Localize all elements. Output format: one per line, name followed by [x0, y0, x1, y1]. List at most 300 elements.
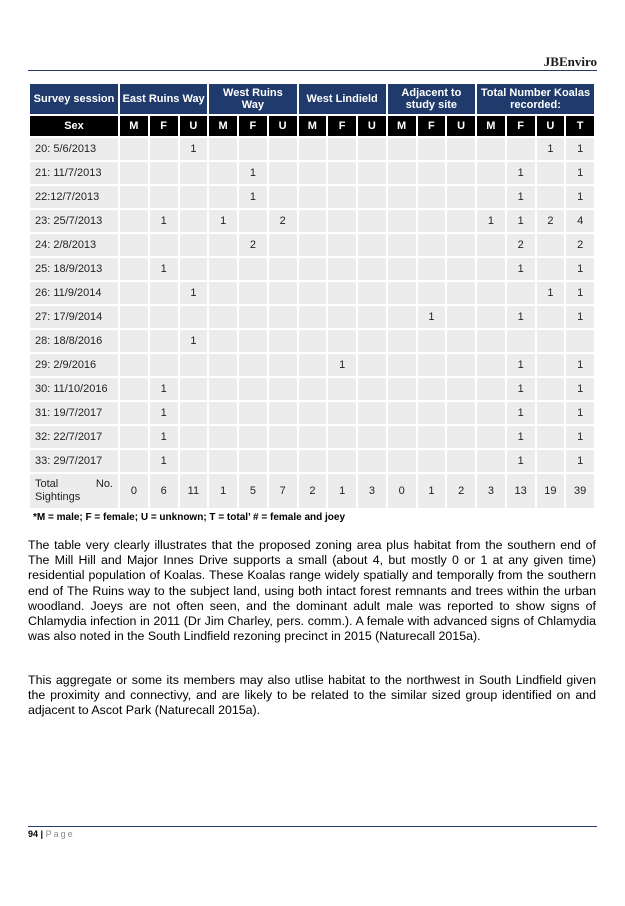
total-value-cell: 0: [120, 474, 148, 508]
session-label-cell: 30: 11/10/2016: [30, 378, 118, 400]
count-cell: [447, 330, 475, 352]
count-cell: [477, 282, 505, 304]
count-cell: [388, 282, 416, 304]
count-cell: 1: [566, 426, 594, 448]
count-cell: [328, 450, 356, 472]
count-cell: [269, 330, 297, 352]
count-cell: [388, 306, 416, 328]
total-value-cell: 2: [447, 474, 475, 508]
count-cell: [328, 234, 356, 256]
count-cell: 2: [507, 234, 535, 256]
total-value-cell: 11: [180, 474, 208, 508]
count-cell: [477, 330, 505, 352]
footer-rule: [28, 826, 597, 827]
count-cell: [328, 258, 356, 280]
count-cell: [209, 234, 237, 256]
count-cell: [537, 186, 565, 208]
count-cell: [358, 450, 386, 472]
count-cell: [299, 138, 327, 160]
count-cell: [328, 210, 356, 232]
count-cell: [180, 450, 208, 472]
count-cell: [328, 402, 356, 424]
count-cell: [269, 162, 297, 184]
count-cell: 1: [150, 426, 178, 448]
sex-column-header: M: [209, 116, 237, 136]
count-cell: [418, 354, 446, 376]
count-cell: [328, 138, 356, 160]
sex-column-header: F: [239, 116, 267, 136]
count-cell: [120, 210, 148, 232]
count-cell: [299, 258, 327, 280]
header-total-koalas: Total Number Koalas recorded:: [477, 84, 594, 114]
count-cell: 1: [537, 282, 565, 304]
count-cell: [269, 186, 297, 208]
table-row: [30, 402, 594, 424]
count-cell: [180, 186, 208, 208]
count-cell: [150, 354, 178, 376]
count-cell: [447, 306, 475, 328]
count-cell: [269, 282, 297, 304]
count-cell: [447, 426, 475, 448]
count-cell: [299, 282, 327, 304]
header-west-ruins-way: West Ruins Way: [209, 84, 296, 114]
count-cell: [358, 186, 386, 208]
table-row: [30, 282, 594, 304]
count-cell: [299, 450, 327, 472]
count-cell: [150, 186, 178, 208]
count-cell: 2: [537, 210, 565, 232]
count-cell: [209, 402, 237, 424]
count-cell: [269, 378, 297, 400]
table-row: [30, 450, 594, 472]
count-cell: [537, 450, 565, 472]
count-cell: [269, 354, 297, 376]
count-cell: [418, 402, 446, 424]
count-cell: [180, 354, 208, 376]
count-cell: [358, 306, 386, 328]
count-cell: [418, 330, 446, 352]
header-adjacent-study-site: Adjacent to study site: [388, 84, 475, 114]
sex-column-header: U: [358, 116, 386, 136]
count-cell: [477, 426, 505, 448]
count-cell: [447, 162, 475, 184]
count-cell: 1: [507, 186, 535, 208]
sex-column-header: F: [328, 116, 356, 136]
group-header-row: [30, 84, 594, 114]
count-cell: [358, 138, 386, 160]
count-cell: [537, 306, 565, 328]
count-cell: [239, 306, 267, 328]
count-cell: [477, 162, 505, 184]
count-cell: [358, 426, 386, 448]
count-cell: [180, 306, 208, 328]
session-label-cell: 25: 18/9/2013: [30, 258, 118, 280]
count-cell: [299, 162, 327, 184]
count-cell: [269, 234, 297, 256]
count-cell: [447, 354, 475, 376]
count-cell: 1: [566, 402, 594, 424]
header-rule: [28, 70, 597, 71]
session-label-cell: 32: 22/7/2017: [30, 426, 118, 448]
count-cell: [447, 282, 475, 304]
count-cell: [477, 138, 505, 160]
count-cell: [477, 258, 505, 280]
count-cell: [120, 258, 148, 280]
count-cell: [299, 402, 327, 424]
count-cell: [477, 402, 505, 424]
count-cell: [150, 330, 178, 352]
count-cell: [209, 330, 237, 352]
count-cell: [180, 402, 208, 424]
count-cell: [120, 426, 148, 448]
session-label-cell: 26: 11/9/2014: [30, 282, 118, 304]
count-cell: [269, 306, 297, 328]
table-row: [30, 186, 594, 208]
count-cell: [537, 258, 565, 280]
count-cell: [358, 354, 386, 376]
count-cell: 1: [566, 354, 594, 376]
count-cell: [507, 138, 535, 160]
total-value-cell: 2: [299, 474, 327, 508]
count-cell: [328, 330, 356, 352]
count-cell: [180, 426, 208, 448]
count-cell: 1: [328, 354, 356, 376]
count-cell: [299, 378, 327, 400]
count-cell: 1: [566, 378, 594, 400]
sex-column-header: U: [537, 116, 565, 136]
session-label-cell: 21: 11/7/2013: [30, 162, 118, 184]
session-label-cell: 22:12/7/2013: [30, 186, 118, 208]
session-label-cell: 28: 18/8/2016: [30, 330, 118, 352]
count-cell: [209, 354, 237, 376]
count-cell: 1: [418, 306, 446, 328]
count-cell: [328, 162, 356, 184]
count-cell: 1: [239, 162, 267, 184]
count-cell: [418, 210, 446, 232]
count-cell: [120, 330, 148, 352]
total-value-cell: 19: [537, 474, 565, 508]
count-cell: 2: [269, 210, 297, 232]
count-cell: [507, 330, 535, 352]
header-survey-session: Survey session: [30, 84, 118, 114]
count-cell: [269, 426, 297, 448]
count-cell: [328, 426, 356, 448]
count-cell: [537, 378, 565, 400]
totals-label-left: Total: [35, 478, 59, 490]
count-cell: [180, 162, 208, 184]
count-cell: [209, 258, 237, 280]
count-cell: 2: [239, 234, 267, 256]
count-cell: [209, 426, 237, 448]
count-cell: 1: [507, 258, 535, 280]
count-cell: [269, 402, 297, 424]
count-cell: [418, 426, 446, 448]
count-cell: [180, 378, 208, 400]
count-cell: 1: [566, 450, 594, 472]
count-cell: [150, 282, 178, 304]
count-cell: 1: [566, 306, 594, 328]
count-cell: [388, 378, 416, 400]
count-cell: [388, 234, 416, 256]
count-cell: [477, 450, 505, 472]
count-cell: 2: [566, 234, 594, 256]
total-value-cell: 3: [358, 474, 386, 508]
table-row: [30, 138, 594, 160]
count-cell: 1: [566, 258, 594, 280]
count-cell: [537, 162, 565, 184]
count-cell: [239, 426, 267, 448]
count-cell: 1: [507, 426, 535, 448]
count-cell: [209, 162, 237, 184]
count-cell: [239, 210, 267, 232]
count-cell: [358, 378, 386, 400]
sex-label-cell: Sex: [30, 116, 118, 136]
sex-column-header: F: [418, 116, 446, 136]
table-row: [30, 378, 594, 400]
count-cell: [447, 186, 475, 208]
count-cell: 1: [507, 354, 535, 376]
totals-label-cell: [30, 474, 118, 508]
count-cell: [388, 258, 416, 280]
sex-column-header: M: [120, 116, 148, 136]
total-value-cell: 0: [388, 474, 416, 508]
count-cell: [328, 186, 356, 208]
count-cell: 1: [239, 186, 267, 208]
count-cell: [209, 450, 237, 472]
count-cell: [388, 330, 416, 352]
session-label-cell: 23: 25/7/2013: [30, 210, 118, 232]
total-value-cell: 39: [566, 474, 594, 508]
count-cell: [418, 282, 446, 304]
count-cell: [120, 306, 148, 328]
count-cell: [299, 354, 327, 376]
count-cell: [239, 138, 267, 160]
total-value-cell: 6: [150, 474, 178, 508]
count-cell: [180, 258, 208, 280]
count-cell: 1: [566, 138, 594, 160]
sex-column-header: T: [566, 116, 594, 136]
count-cell: 1: [507, 162, 535, 184]
count-cell: [447, 258, 475, 280]
count-cell: [388, 138, 416, 160]
count-cell: [150, 234, 178, 256]
total-value-cell: 3: [477, 474, 505, 508]
count-cell: [209, 138, 237, 160]
count-cell: 1: [180, 138, 208, 160]
count-cell: [120, 378, 148, 400]
count-cell: [120, 186, 148, 208]
count-cell: 1: [150, 258, 178, 280]
count-cell: [239, 282, 267, 304]
sex-column-header: M: [477, 116, 505, 136]
count-cell: [269, 450, 297, 472]
count-cell: [566, 330, 594, 352]
count-cell: 1: [150, 210, 178, 232]
count-cell: [180, 234, 208, 256]
count-cell: [239, 450, 267, 472]
session-label-cell: 33: 29/7/2017: [30, 450, 118, 472]
count-cell: [299, 330, 327, 352]
count-cell: [388, 186, 416, 208]
count-cell: 1: [507, 402, 535, 424]
sex-column-header: M: [388, 116, 416, 136]
koala-survey-table: [28, 82, 596, 510]
count-cell: 1: [566, 186, 594, 208]
count-cell: 1: [566, 162, 594, 184]
count-cell: [209, 306, 237, 328]
table-row: [30, 330, 594, 352]
count-cell: [388, 354, 416, 376]
count-cell: [537, 234, 565, 256]
total-value-cell: 7: [269, 474, 297, 508]
table-footnote: *M = male; F = female; U = unknown; T = total’ # = female and joey: [33, 512, 346, 523]
session-label-cell: 20: 5/6/2013: [30, 138, 118, 160]
count-cell: [477, 234, 505, 256]
sex-header-row: [30, 116, 594, 136]
table-row: [30, 258, 594, 280]
page-footer: [28, 829, 75, 839]
sex-column-header: M: [299, 116, 327, 136]
count-cell: [120, 162, 148, 184]
page-separator: |: [40, 829, 44, 839]
sex-column-header: F: [507, 116, 535, 136]
count-cell: [358, 162, 386, 184]
count-cell: [299, 306, 327, 328]
count-cell: 1: [507, 306, 535, 328]
header-west-lindield: West Lindield: [299, 84, 386, 114]
count-cell: [388, 402, 416, 424]
count-cell: [209, 378, 237, 400]
count-cell: [418, 258, 446, 280]
count-cell: [507, 282, 535, 304]
count-cell: [239, 402, 267, 424]
total-value-cell: 1: [209, 474, 237, 508]
count-cell: [120, 138, 148, 160]
sex-column-header: F: [150, 116, 178, 136]
sex-column-header: U: [447, 116, 475, 136]
count-cell: [418, 378, 446, 400]
totals-row: [30, 474, 594, 508]
total-value-cell: 1: [328, 474, 356, 508]
count-cell: [180, 210, 208, 232]
count-cell: [418, 234, 446, 256]
count-cell: [239, 354, 267, 376]
count-cell: [120, 354, 148, 376]
count-cell: [209, 282, 237, 304]
body-paragraph-1: The table very clearly illustrates that the proposed zoning area plus habitat from the southern end of The Mill Hill and Major Innes Drive supports a small (about 4, but mostly 0 or 1 at any given time) residential population of Koalas. These Koalas range widely spatially and temporally from the southern end of The Ruins way to the subject land, using both intact forest remnants and trees within the urban woodland. Joeys are not often seen, and the dominant adult male was reported to show signs of Chlamydia infection in 2011 (Dr Jim Charley, pers. comm.). A female with advanced signs of Chlamydia was also noted in the South Lindfield rezoning precinct in 2015 (Naturecall 2015a).: [28, 538, 596, 644]
count-cell: [358, 234, 386, 256]
count-cell: [239, 258, 267, 280]
count-cell: [477, 354, 505, 376]
count-cell: [269, 138, 297, 160]
count-cell: 1: [180, 330, 208, 352]
count-cell: 1: [209, 210, 237, 232]
count-cell: [447, 378, 475, 400]
table-row: [30, 306, 594, 328]
count-cell: [239, 378, 267, 400]
totals-label-right: No.: [95, 478, 113, 490]
header-east-ruins-way: East Ruins Way: [120, 84, 207, 114]
count-cell: [447, 234, 475, 256]
page-number: 94: [28, 829, 39, 839]
count-cell: [388, 210, 416, 232]
count-cell: [299, 186, 327, 208]
totals-label-bottom: Sightings: [35, 491, 81, 503]
header-brand: JBEnviro: [543, 54, 597, 69]
count-cell: [328, 282, 356, 304]
total-value-cell: 13: [507, 474, 535, 508]
body-paragraph-2: This aggregate or some its members may also utlise habitat to the northwest in South Lindfield given the proximity and connectivy, and are likely to be related to the similar sized group identified on and adjacent to Ascot Park (Naturecall 2015a).: [28, 673, 596, 718]
count-cell: [358, 210, 386, 232]
count-cell: [447, 138, 475, 160]
table-row: [30, 210, 594, 232]
count-cell: [388, 162, 416, 184]
count-cell: [358, 330, 386, 352]
count-cell: 1: [507, 378, 535, 400]
count-cell: [447, 450, 475, 472]
count-cell: [150, 306, 178, 328]
count-cell: [328, 306, 356, 328]
count-cell: [269, 258, 297, 280]
count-cell: [299, 234, 327, 256]
count-cell: [358, 402, 386, 424]
count-cell: [150, 162, 178, 184]
count-cell: [477, 306, 505, 328]
count-cell: [418, 138, 446, 160]
count-cell: 1: [566, 282, 594, 304]
sex-column-header: U: [269, 116, 297, 136]
session-label-cell: 24: 2/8/2013: [30, 234, 118, 256]
count-cell: [209, 186, 237, 208]
count-cell: 1: [477, 210, 505, 232]
count-cell: 1: [150, 450, 178, 472]
session-label-cell: 27: 17/9/2014: [30, 306, 118, 328]
count-cell: [358, 258, 386, 280]
session-label-cell: 29: 2/9/2016: [30, 354, 118, 376]
count-cell: [120, 402, 148, 424]
count-cell: 1: [507, 450, 535, 472]
count-cell: 1: [507, 210, 535, 232]
count-cell: [418, 450, 446, 472]
count-cell: [537, 402, 565, 424]
count-cell: [239, 330, 267, 352]
count-cell: [150, 138, 178, 160]
table-row: [30, 162, 594, 184]
count-cell: [477, 378, 505, 400]
sex-column-header: U: [180, 116, 208, 136]
count-cell: [537, 354, 565, 376]
count-cell: [120, 234, 148, 256]
count-cell: 1: [150, 378, 178, 400]
page-word: Page: [45, 829, 75, 839]
count-cell: 1: [150, 402, 178, 424]
count-cell: [388, 450, 416, 472]
count-cell: [447, 402, 475, 424]
table-row: [30, 234, 594, 256]
count-cell: [418, 162, 446, 184]
count-cell: [299, 210, 327, 232]
total-value-cell: 5: [239, 474, 267, 508]
count-cell: [477, 186, 505, 208]
count-cell: [299, 426, 327, 448]
count-cell: [537, 330, 565, 352]
count-cell: [358, 282, 386, 304]
table-row: [30, 354, 594, 376]
count-cell: [328, 378, 356, 400]
count-cell: [120, 450, 148, 472]
count-cell: 1: [180, 282, 208, 304]
count-cell: 4: [566, 210, 594, 232]
